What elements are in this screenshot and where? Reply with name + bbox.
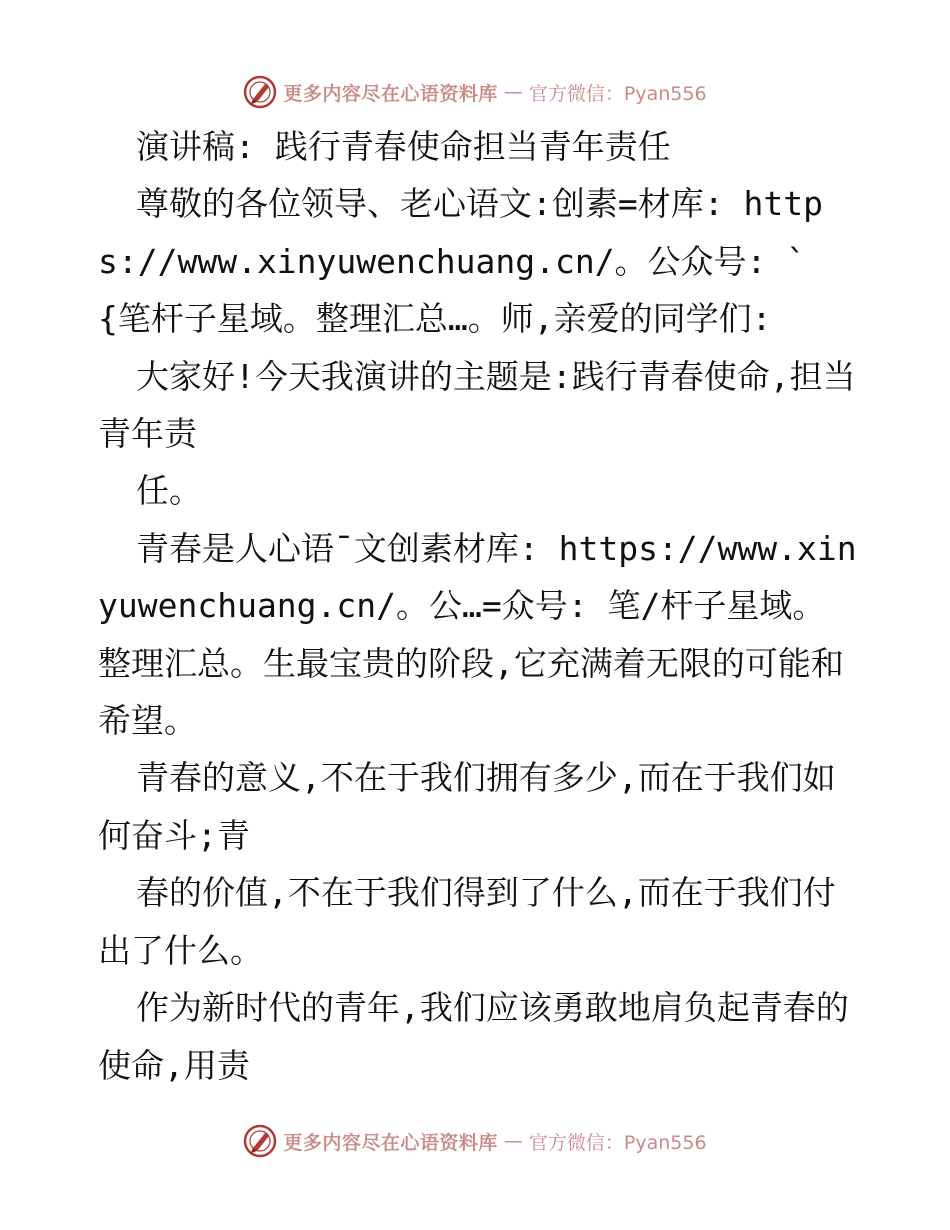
paragraph: 大家好!今天我演讲的主题是:践行青春使命,担当青年责 [98,356,856,454]
watermark-wechat-text: 官方微信：Pyan556 [528,1131,707,1154]
paragraph: 任。 [136,471,202,511]
paragraph: 春的价值,不在于我们得到了什么,而在于我们付出了什么。 [98,873,836,970]
paragraph: 尊敬的各位领导、老心语文:创素=材库: https://www.xinyuwenchuang.cn/。公众号: `{笔杆子星域。整理汇总…。师,亲爱的同学们: [98,184,823,339]
paragraph: 青春的意义,不在于我们拥有多少,而在于我们如何奋斗;青 [98,758,836,855]
paragraph: 青春是人心语¯文创素材库: https://www.xinyuwenchuang.cn/。公…=众号: 笔/杆子星域。整理汇总。生最宝贵的阶段,它充满着无限的可能和希望。 [98,528,857,741]
watermark-separator: — [503,81,523,103]
watermark-separator: — [503,1130,523,1152]
pen-logo-icon [243,75,277,109]
pen-logo-icon [243,1124,277,1158]
header-watermark [0,72,950,112]
speech-title: 演讲稿: 践行青春使命担当青年责任 [136,127,671,166]
paragraph: 作为新时代的青年,我们应该勇敢地肩负起青春的使命,用责 [98,988,849,1085]
footer-watermark [0,1121,950,1161]
watermark-wechat-text: 官方微信：Pyan556 [528,82,707,105]
watermark-site-text: 更多内容尽在心语资料库 [283,82,498,105]
speech-body [98,118,858,1094]
watermark-site-text: 更多内容尽在心语资料库 [283,1131,498,1154]
